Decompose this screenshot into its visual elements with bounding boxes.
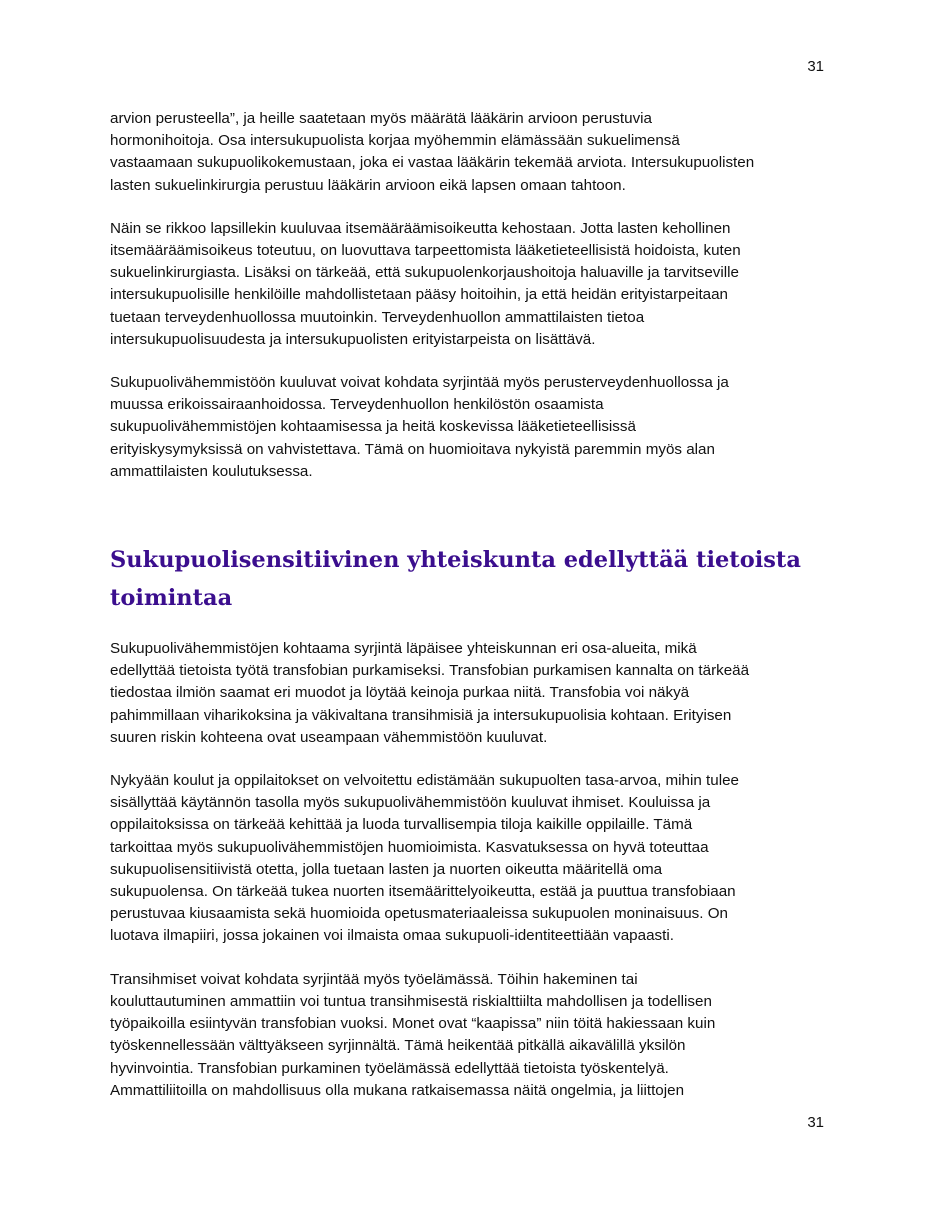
page-number-top: 31	[807, 58, 824, 75]
text-line: erityiskysymyksissä on vahvistettava. Tämä on huomioitava nykyistä paremmin myös alan	[110, 440, 715, 458]
text-line: sukuelinkirurgiasta. Lisäksi on tärkeää, että sukupuolenkorjaushoitoja haluaville ja tarvitseville	[110, 264, 739, 282]
paragraph-transphobia	[110, 638, 830, 749]
text-line: Sukupuolivähemmistöjen kohtaama syrjintä läpäisee yhteiskunnan eri osa-alueita, mikä	[110, 640, 697, 658]
text-line: tiedostaa ilmiön saamat eri muodot ja löytää keinoja purkaa niitä. Transfobia voi näkyä	[110, 684, 690, 702]
text-line: tuetaan terveydenhuollossa muutoinkin. Terveydenhuollon ammattilaisten tietoa	[110, 308, 645, 326]
text-line: edellyttää tietoista työtä transfobian purkamiseksi. Transfobian purkamisen kannalta on tärkeää	[110, 662, 750, 680]
text-line: intersukupuolisuudesta ja intersukupuolisten erityistarpeista on lisättävä.	[110, 330, 596, 348]
text-line: sukupuolivähemmistöjen kohtaamisessa ja heitä koskevissa lääketieteellisissä	[110, 418, 636, 436]
text-line: arvion perusteella”, ja heille saatetaan myös määrätä lääkärin arvioon perustuvia	[110, 110, 652, 127]
text-line: Nykyään koulut ja oppilaitokset on velvoitettu edistämään sukupuolten tasa-arvoa, mihin tulee	[110, 772, 739, 790]
paragraph-schools	[110, 770, 830, 948]
text-line: perustuvaa kiusaamista sekä huomioida opetusmateriaaleissa sukupuolen moninaisuus. On	[110, 905, 728, 923]
text-line: itsemääräämisoikeus toteutuu, on luovuttava tarpeettomista lääketieteellisistä hoidoista, kuten	[110, 242, 741, 260]
page-number-bottom: 31	[807, 1114, 824, 1131]
text-line: Transihmiset voivat kohdata syrjintää myös työelämässä. Töihin hakeminen tai	[110, 970, 638, 988]
paragraph-bodily-autonomy	[110, 218, 830, 351]
text-line: Näin se rikkoo lapsillekin kuuluvaa itsemääräämisoikeutta kehostaan. Jotta lasten kehollinen	[110, 219, 731, 237]
document-body	[110, 108, 830, 1123]
text-line: luotava ilmapiiri, jossa jokainen voi ilmaista omaa sukupuoli-identiteettiään vapaasti.	[110, 927, 674, 945]
paragraph-healthcare-discrimination	[110, 372, 830, 483]
text-line: ammattilaisten koulutuksessa.	[110, 462, 313, 480]
text-line: Ammattiliitoilla on mahdollisuus olla mukana ratkaisemassa näitä ongelmia, ja liittojen	[110, 1081, 685, 1099]
text-line: tarkoittaa myös sukupuolivähemmistöjen huomioimista. Kasvatuksessa on hyvä toteuttaa	[110, 838, 709, 856]
text-line: työskennellessään välttyäkseen syrjinnältä. Tämä heikentää pitkällä aikavälillä yksilön	[110, 1037, 686, 1055]
text-line: oppilaitoksissa on tärkeää kehittää ja luoda turvallisempia tiloja kaikille oppilaille. Tämä	[110, 816, 693, 834]
paragraph-intersex-surgery	[110, 108, 830, 197]
text-line: hyvinvointia. Transfobian purkaminen työelämässä edellyttää tietoista työskentelyä.	[110, 1059, 669, 1077]
heading-line: toimintaa	[110, 585, 233, 612]
text-line: intersukupuolisille henkilöille mahdollistetaan pääsy hoitoihin, ja että heidän erityistarpeitaan	[110, 286, 729, 304]
text-line: muussa erikoissairaanhoidossa. Terveydenhuollon henkilöstön osaamista	[110, 396, 604, 414]
text-line: sisällyttää käytännön tasolla myös sukupuolivähemmistöön kuuluvat ihmiset. Kouluissa ja	[110, 794, 711, 812]
text-line: työpaikoilla esiintyvän transfobian vuoksi. Monet ovat “kaapissa” niin töitä hakiessaan kuin	[110, 1015, 716, 1033]
paragraph-working-life	[110, 969, 830, 1102]
text-line: suuren riskin kohteena ovat useampaan vähemmistöön kuuluvat.	[110, 728, 548, 746]
text-line: Sukupuolivähemmistöön kuuluvat voivat kohdata syrjintää myös perusterveydenhuollossa ja	[110, 374, 729, 392]
text-line: lasten sukuelinkirurgia perustuu lääkärin arvioon eikä lapsen omaan tahtoon.	[110, 176, 626, 194]
text-line: kouluttautuminen ammattiin voi tuntua transihmisestä riskialttiilta mahdollisen ja todellisen	[110, 992, 712, 1010]
section-heading	[110, 541, 830, 617]
text-line: sukupuolensa. On tärkeää tukea nuorten itsemäärittelyoikeutta, estää ja puuttua transfobiaan	[110, 883, 736, 901]
heading-line: Sukupuolisensitiivinen yhteiskunta edellyttää tietoista	[110, 547, 801, 574]
text-line: vastaamaan sukupuolikokemustaan, joka ei vastaa lääkärin tekemää arviota. Intersukupuolisten	[110, 154, 755, 172]
text-line: sukupuolisensitiivistä otetta, jolla tuetaan lasten ja nuorten oikeutta määritellä oma	[110, 860, 663, 878]
text-line: hormonihoitoja. Osa intersukupuolista korjaa myöhemmin elämässään sukuelimensä	[110, 132, 680, 150]
text-line: pahimmillaan viharikoksina ja väkivaltana transihmisiä ja intersukupuolisia kohtaan. Erityisen	[110, 706, 732, 724]
